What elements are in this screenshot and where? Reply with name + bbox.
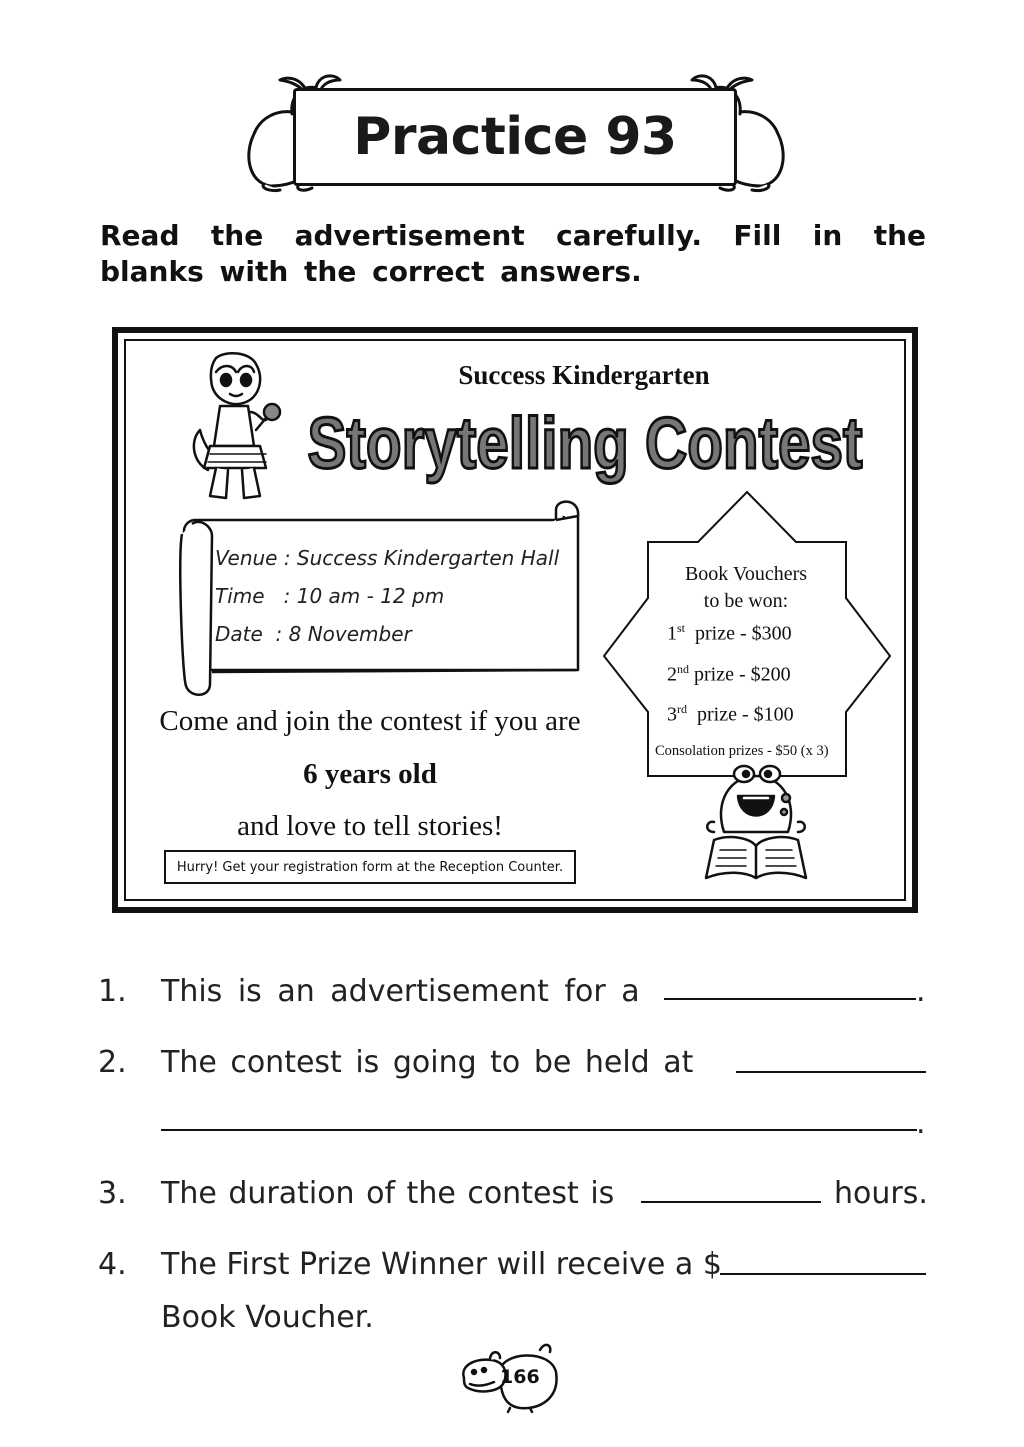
question-2-number: 2.: [98, 1045, 127, 1080]
contest-title: [300, 398, 870, 488]
question-3-unit: hours.: [834, 1176, 928, 1211]
invite-age: 6 years old: [303, 758, 437, 790]
question-1-text: This is an advertisement for a: [161, 974, 640, 1009]
prize-heading-1: Book Vouchers: [684, 563, 808, 585]
chipmunk-icon: [186, 350, 284, 510]
second-prize: 2nd prize - $200: [667, 662, 791, 686]
registration-notice: Hurry! Get your registration form at the Reception Counter.: [164, 850, 576, 884]
answer-blank-2a[interactable]: [736, 1071, 926, 1073]
title-banner: [293, 88, 737, 186]
question-3-text: The duration of the contest is: [161, 1176, 615, 1211]
time-text: Time : 10 am - 12 pm: [215, 584, 445, 608]
question-1-number: 1.: [98, 974, 127, 1009]
first-prize: 1st prize - $300: [667, 621, 792, 645]
consolation-prizes: Consolation prizes - $50 (x 3): [655, 743, 829, 759]
answer-blank-1[interactable]: [664, 998, 916, 1000]
question-4-continuation: Book Voucher.: [161, 1300, 374, 1335]
question-4-number: 4.: [98, 1247, 127, 1282]
page-number: 166: [500, 1366, 540, 1388]
bookworm-icon: [700, 762, 812, 880]
answer-blank-3[interactable]: [641, 1201, 821, 1203]
third-prize: 3rd prize - $100: [667, 702, 794, 726]
venue-text: Venue : Success Kindergarten Hall: [215, 546, 560, 570]
answer-blank-2b[interactable]: [161, 1129, 917, 1131]
question-3-number: 3.: [98, 1176, 127, 1211]
prize-heading-2: to be won:: [703, 590, 789, 612]
question-1-period: .: [916, 974, 926, 1009]
instructions: Read the advertisement carefully. Fill in the blanks with the correct answers.: [100, 219, 926, 288]
invite-line-2: and love to tell stories!: [237, 810, 503, 842]
school-name: Success Kindergarten: [458, 360, 710, 390]
invite-line-1: Come and join the contest if you are: [159, 705, 581, 737]
question-2-period: .: [916, 1106, 926, 1141]
question-4-text: The First Prize Winner will receive a $: [161, 1247, 722, 1282]
question-2-text: The contest is going to be held at: [161, 1045, 694, 1080]
date-text: Date : 8 November: [215, 622, 412, 646]
page-title: Practice 93: [353, 107, 677, 167]
answer-blank-4[interactable]: [720, 1273, 926, 1275]
contest-title-text: Storytelling Contest: [307, 404, 863, 484]
